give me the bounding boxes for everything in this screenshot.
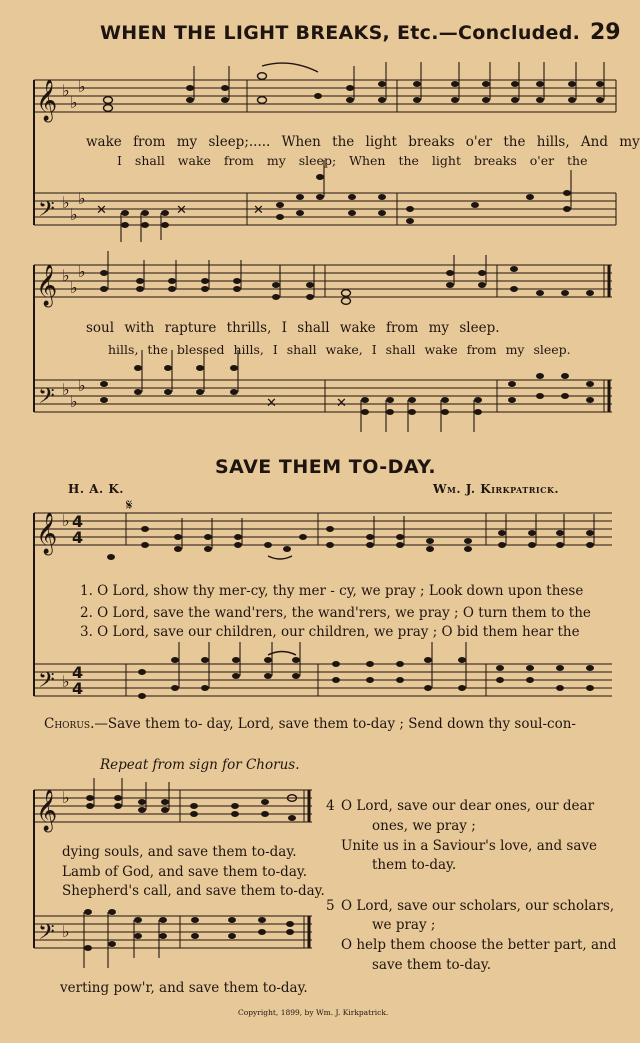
svg-text:♭: ♭ — [78, 376, 86, 395]
lyric-line: I shall wake from my sleep; When the light breaks o'er the — [117, 153, 588, 168]
svg-text:♭: ♭ — [70, 93, 78, 112]
svg-text:4: 4 — [72, 663, 84, 682]
chorus-text: —Save them to- day, Lord, save them to-day ; Send down thy soul-con- — [94, 716, 576, 732]
verse-4-line: Unite us in a Saviour's love, and save — [341, 838, 598, 854]
verse-5-number: 5 — [326, 898, 335, 914]
bass-clef-icon: 𝄢 — [38, 384, 55, 414]
composer-credit: Wm. J. Kirkpatrick. — [433, 482, 560, 496]
staff-bass-4 — [34, 916, 312, 948]
svg-text:♭: ♭ — [70, 392, 78, 411]
svg-text:♭: ♭ — [78, 189, 86, 208]
staff-treble-2 — [34, 265, 612, 297]
bass-clef-icon: 𝄢 — [38, 668, 55, 698]
svg-text:✕: ✕ — [253, 203, 264, 218]
copyright: Copyright, 1899, by Wm. J. Kirkpatrick. — [238, 1008, 389, 1017]
verse-line: 3. O Lord, save our children, our children, we pray ; O bid them hear the — [80, 624, 580, 640]
verse-end-line: Shepherd's call, and save them to-day. — [62, 883, 325, 899]
bass-clef-icon: 𝄢 — [38, 197, 55, 227]
staff-bass-3 — [34, 664, 612, 696]
chorus-line — [44, 716, 576, 732]
lyric-line: wake from my sleep;..... When the light breaks o'er the hills, And my — [86, 134, 640, 150]
svg-text:♭: ♭ — [62, 922, 70, 941]
repeat-instruction: Repeat from sign for Chorus. — [100, 757, 300, 773]
svg-text:✕: ✕ — [176, 203, 187, 218]
svg-text:✕: ✕ — [266, 396, 277, 411]
svg-text:♭: ♭ — [70, 278, 78, 297]
page-title: WHEN THE LIGHT BREAKS, Etc.—Concluded. — [100, 22, 581, 44]
page-number: 29 — [590, 20, 621, 45]
svg-text:♭: ♭ — [62, 81, 70, 100]
verse-end-line: dying souls, and save them to-day. — [62, 844, 297, 860]
verse-5-line: we pray ; — [372, 917, 436, 933]
verse-5-line: O help them choose the better part, and — [341, 937, 617, 953]
verse-5-line: O Lord, save our scholars, our scholars, — [341, 898, 615, 914]
svg-text:♭: ♭ — [70, 205, 78, 224]
staff-treble-4 — [34, 790, 312, 822]
svg-text:♭: ♭ — [62, 193, 70, 212]
verse-line: 1. O Lord, show thy mer-cy, thy mer - cy, we pray ; Look down upon these — [80, 583, 584, 599]
staff-treble-1 — [34, 80, 616, 112]
chorus-end-line: verting pow'r, and save them to-day. — [60, 980, 308, 996]
author-credit: H. A. K. — [68, 482, 124, 496]
svg-text:♭: ♭ — [62, 380, 70, 399]
treble-clef-icon: 𝄞 — [36, 790, 58, 831]
svg-text:♭: ♭ — [62, 511, 70, 530]
verse-4-line: O Lord, save our dear ones, our dear — [341, 798, 595, 814]
lyric-line: hills, the blessed hills, I shall wake, I shall wake from my sleep. — [108, 342, 571, 357]
svg-text:♭: ♭ — [78, 77, 86, 96]
verse-line: 2. O Lord, save the wand'rers, the wand'rers, we pray ; O turn them to the — [80, 605, 591, 621]
treble-clef-icon: 𝄞 — [36, 80, 58, 121]
segno-icon: 𝄋 — [126, 496, 133, 514]
svg-text:♭: ♭ — [78, 262, 86, 281]
svg-text:4: 4 — [72, 679, 84, 698]
treble-clef-icon: 𝄞 — [36, 265, 58, 306]
verse-4-line: them to-day. — [372, 857, 457, 873]
song-title: SAVE THEM TO-DAY. — [215, 456, 437, 478]
verse-4-number: 4 — [326, 798, 335, 814]
svg-text:✕: ✕ — [336, 396, 347, 411]
verse-5-line: save them to-day. — [372, 957, 492, 973]
svg-text:4: 4 — [72, 528, 84, 547]
svg-text:♭: ♭ — [62, 266, 70, 285]
svg-text:♭: ♭ — [62, 672, 70, 691]
chorus-label: Chorus. — [44, 716, 95, 732]
treble-clef-icon: 𝄞 — [36, 513, 58, 554]
staff-treble-3 — [34, 513, 612, 545]
svg-text:✕: ✕ — [96, 203, 107, 218]
svg-text:♭: ♭ — [62, 788, 70, 807]
lyric-line: soul with rapture thrills, I shall wake from my sleep. — [86, 320, 500, 336]
verse-end-line: Lamb of God, and save them to-day. — [62, 864, 307, 880]
verse-4-line: ones, we pray ; — [372, 818, 476, 834]
noteheads — [84, 73, 604, 951]
bass-clef-icon: 𝄢 — [38, 920, 55, 950]
svg-text:4: 4 — [72, 512, 84, 531]
staff-bass-2 — [34, 380, 612, 412]
